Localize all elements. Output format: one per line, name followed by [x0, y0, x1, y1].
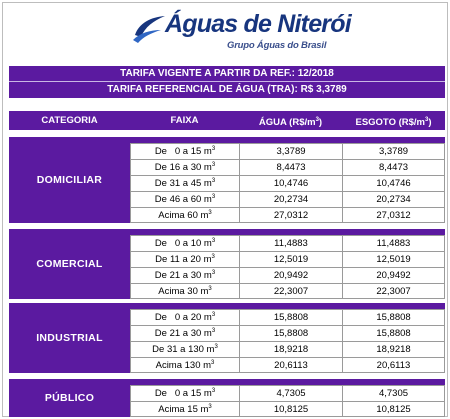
agua-value: 22,3007 — [239, 283, 342, 299]
agua-value: 18,9218 — [239, 341, 342, 357]
table-row — [130, 251, 445, 267]
faixa-text: De 0 a 10 m — [154, 238, 212, 249]
agua-value: 15,8808 — [239, 325, 342, 341]
agua-value: 15,8808 — [239, 309, 342, 325]
esgoto-value: 15,8808 — [342, 309, 445, 325]
esgoto-value: 22,3007 — [342, 283, 445, 299]
faixa-text: De 0 a 15 m — [154, 388, 212, 399]
table-row — [130, 207, 445, 223]
table-row — [130, 283, 445, 299]
table-row — [130, 175, 445, 191]
faixa-cell — [130, 207, 239, 223]
tariff-header — [9, 66, 445, 98]
column-esgoto — [342, 111, 445, 132]
category-label: COMERCIAL — [9, 229, 130, 299]
agua-value: 4,7305 — [239, 385, 342, 401]
faixa-cell — [130, 385, 239, 401]
faixa-text: De 46 a 60 m — [154, 194, 212, 205]
cubic-meter-sup: 3 — [211, 145, 216, 152]
column-agua-label: ÁGUA (R$/m — [258, 117, 316, 129]
column-esgoto-sup: 3 — [425, 117, 429, 123]
table-row — [130, 159, 445, 175]
esgoto-value: 12,5019 — [342, 251, 445, 267]
agua-value: 20,2734 — [239, 191, 342, 207]
faixa-cell — [130, 325, 239, 341]
faixa-text: De 0 a 20 m — [154, 312, 212, 323]
cubic-meter-sup: 3 — [211, 359, 215, 366]
table-row — [130, 267, 445, 283]
faixa-text: Acima 60 m — [158, 210, 209, 221]
column-esgoto-label: ESGOTO (R$/m — [355, 117, 425, 129]
category-section — [9, 303, 445, 373]
agua-value: 10,4746 — [239, 175, 342, 191]
agua-value: 11,4883 — [239, 235, 342, 251]
faixa-text: De 31 a 130 m — [152, 344, 215, 355]
column-faixa: FAIXA — [170, 115, 199, 126]
table-row — [130, 341, 445, 357]
faixa-text: Acima 130 m — [155, 360, 212, 371]
faixa-text: De 21 a 30 m — [154, 270, 212, 281]
faixa-cell — [130, 191, 239, 207]
cubic-meter-sup: 3 — [211, 161, 216, 168]
category-section — [9, 137, 445, 223]
category-section — [9, 379, 445, 417]
tariff-sheet — [2, 2, 448, 417]
column-header — [9, 111, 445, 130]
faixa-cell — [130, 235, 239, 251]
faixa-text: De 21 a 30 m — [154, 328, 212, 339]
esgoto-value: 20,6113 — [342, 357, 445, 373]
esgoto-value: 10,8125 — [342, 401, 445, 417]
category-label: PÚBLICO — [9, 379, 130, 417]
esgoto-value: 20,2734 — [342, 191, 445, 207]
cubic-meter-sup: 3 — [211, 237, 216, 244]
faixa-cell — [130, 309, 239, 325]
table-row — [130, 357, 445, 373]
faixa-cell — [130, 341, 239, 357]
agua-value: 20,9492 — [239, 267, 342, 283]
esgoto-value: 8,4473 — [342, 159, 445, 175]
tariff-effective-date: TARIFA VIGENTE A PARTIR DA REF.: 12/2018 — [9, 66, 445, 82]
faixa-text: Acima 30 m — [158, 286, 209, 297]
esgoto-value: 4,7305 — [342, 385, 445, 401]
cubic-meter-sup: 3 — [211, 177, 216, 184]
agua-value: 10,8125 — [239, 401, 342, 417]
cubic-meter-sup: 3 — [208, 403, 212, 410]
faixa-cell — [130, 159, 239, 175]
water-drop-icon — [131, 13, 167, 45]
faixa-cell — [130, 267, 239, 283]
faixa-text: De 16 a 30 m — [154, 162, 212, 173]
faixa-text: De 31 a 45 m — [154, 178, 212, 189]
table-row — [130, 191, 445, 207]
column-agua-sup: 3 — [315, 117, 319, 123]
cubic-meter-sup: 3 — [208, 209, 212, 216]
logo-subtitle: Grupo Águas do Brasil — [227, 40, 327, 51]
column-agua-close: ) — [318, 117, 323, 129]
cubic-meter-sup: 3 — [211, 253, 215, 260]
faixa-cell — [130, 283, 239, 299]
faixa-cell — [130, 357, 239, 373]
agua-value: 27,0312 — [239, 207, 342, 223]
column-categoria: CATEGORIA — [41, 115, 98, 126]
cubic-meter-sup: 3 — [211, 327, 216, 334]
faixa-cell — [130, 401, 239, 417]
faixa-text: De 0 a 15 m — [154, 146, 212, 157]
cubic-meter-sup: 3 — [211, 193, 216, 200]
cubic-meter-sup: 3 — [208, 285, 212, 292]
faixa-text: Acima 15 m — [158, 404, 209, 415]
agua-value: 20,6113 — [239, 357, 342, 373]
esgoto-value: 10,4746 — [342, 175, 445, 191]
esgoto-value: 11,4883 — [342, 235, 445, 251]
faixa-cell — [130, 175, 239, 191]
cubic-meter-sup: 3 — [211, 311, 216, 318]
table-row — [130, 385, 445, 401]
faixa-cell — [130, 143, 239, 159]
agua-value: 3,3789 — [239, 143, 342, 159]
category-label: INDUSTRIAL — [9, 303, 130, 373]
esgoto-value: 18,9218 — [342, 341, 445, 357]
table-row — [130, 401, 445, 417]
logo-title: Águas de Niterói — [165, 10, 351, 38]
esgoto-value: 3,3789 — [342, 143, 445, 159]
table-row — [130, 325, 445, 341]
esgoto-value: 20,9492 — [342, 267, 445, 283]
column-esgoto-close: ) — [428, 117, 432, 129]
table-row — [130, 309, 445, 325]
faixa-text: De 11 a 20 m — [155, 254, 212, 265]
category-label: DOMICILIAR — [9, 137, 130, 223]
cubic-meter-sup: 3 — [211, 269, 216, 276]
category-section — [9, 229, 445, 299]
cubic-meter-sup: 3 — [214, 343, 218, 350]
cubic-meter-sup: 3 — [211, 387, 216, 394]
esgoto-value: 15,8808 — [342, 325, 445, 341]
esgoto-value: 27,0312 — [342, 207, 445, 223]
table-row — [130, 235, 445, 251]
tariff-reference-rate: TARIFA REFERENCIAL DE ÁGUA (TRA): R$ 3,3789 — [107, 84, 347, 95]
column-agua — [239, 111, 342, 132]
agua-value: 12,5019 — [239, 251, 342, 267]
table-row — [130, 143, 445, 159]
faixa-cell — [130, 251, 239, 267]
company-logo — [131, 10, 351, 58]
agua-value: 8,4473 — [239, 159, 342, 175]
